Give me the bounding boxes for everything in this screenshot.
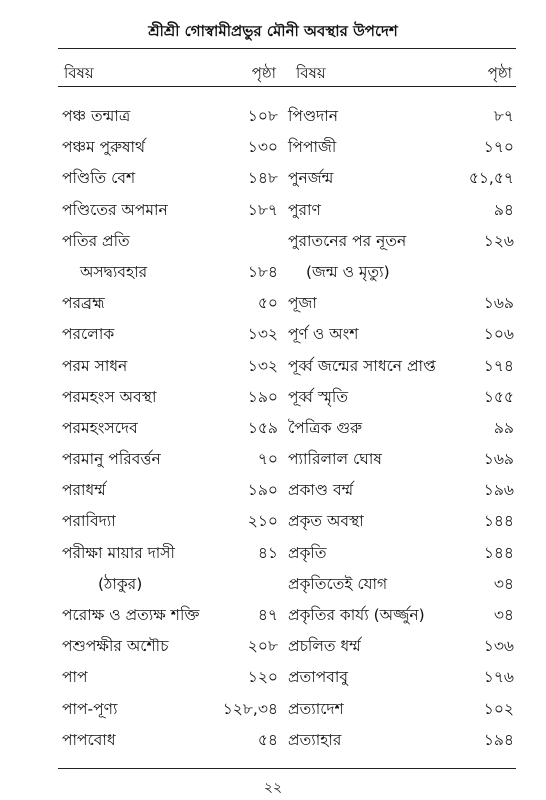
index-entry	[62, 410, 278, 441]
page-title: শ্রীশ্রী গোস্বামীপ্রভুর মৌনী অবস্থার উপদেশ	[148, 22, 398, 40]
index-entry	[62, 628, 278, 659]
entry-page: ৭০	[257, 450, 278, 469]
entry-page: ৪১	[257, 543, 278, 562]
entry-page: ১৩৬	[483, 637, 514, 656]
entry-page: ১৩২	[247, 356, 278, 375]
entry-subject: পঞ্চ তন্মাত্র	[62, 107, 131, 125]
index-entry	[62, 722, 278, 753]
entry-page: ১৯০	[247, 481, 278, 500]
index-entry	[62, 379, 278, 410]
entry-page: ৮৭	[493, 107, 514, 125]
entry-subject: পাপবোধ	[62, 730, 116, 749]
index-entry	[288, 254, 514, 285]
index-entry	[288, 628, 514, 659]
index-entry	[288, 285, 514, 316]
entry-subject: পণ্ডিতের অপমান	[62, 200, 168, 219]
entry-subject: পঞ্চম পুরুষার্থ	[62, 138, 146, 157]
footer-rule	[58, 768, 516, 769]
entry-page: ৩৪	[493, 606, 514, 624]
entry-subject: পূর্ণ ও অংশ	[288, 325, 359, 344]
entry-subject: পুনর্জন্ম	[288, 169, 334, 188]
index-entry	[288, 691, 514, 722]
entry-page: ১৮৭	[247, 200, 278, 219]
entry-page: ১৭৪	[483, 356, 514, 375]
column-header-rule	[58, 86, 516, 87]
entry-page: ১৪৪	[483, 512, 514, 531]
index-entry	[62, 597, 278, 628]
entry-subject: পিপাজী	[288, 138, 337, 157]
entry-subject: পাপ	[62, 668, 88, 687]
page-header: পৃষ্ঠা	[487, 64, 512, 82]
entry-subject: পিণ্ডদান	[288, 107, 338, 125]
entry-page: ৫১,৫৭	[468, 169, 514, 188]
entry-subject: পূর্ব্ব জন্মের সাধনে প্রাপ্ত	[288, 356, 436, 375]
index-entry	[288, 192, 514, 223]
entry-subject: অসদ্ব্যবহার	[80, 262, 148, 281]
index-entry	[62, 192, 278, 223]
entry-page: ১২০	[247, 668, 278, 687]
entry-subject: (জন্ম ও মৃত্যু)	[306, 262, 390, 281]
entry-page: ৯৪	[493, 200, 514, 219]
index-entry	[288, 379, 514, 410]
entry-page: ১৩০	[247, 138, 278, 157]
entry-page: ১৩২	[247, 325, 278, 344]
entry-page: ১২৮,৩৪	[222, 699, 278, 718]
entry-subject: পরোক্ষ ও প্রত্যক্ষ শক্তি	[62, 606, 200, 624]
index-entry	[288, 129, 514, 160]
index-entry	[288, 722, 514, 753]
entry-subject: পরাবিদ্যা	[62, 512, 116, 531]
index-entry	[288, 223, 514, 254]
index-entry	[62, 348, 278, 379]
entry-subject: প্রকৃতির কার্য্য (অর্জ্জুন)	[288, 606, 425, 624]
entry-page: ১৭০	[483, 138, 514, 157]
index-entry	[288, 566, 514, 597]
entry-page: ১৫৯	[247, 418, 278, 437]
entry-subject: পরব্রহ্ম	[62, 294, 105, 313]
entry-page: ১২৬	[483, 231, 514, 250]
entry-page: ১০৬	[483, 325, 514, 344]
entry-page: ৫০	[257, 294, 278, 313]
index-entry	[62, 691, 278, 722]
index-entry	[62, 535, 278, 566]
index-entry	[288, 316, 514, 347]
entry-subject: প্রকৃত অবস্থা	[288, 512, 364, 531]
entry-subject: প্রতাপবাবু	[288, 668, 348, 687]
entry-page: ১৮৪	[247, 262, 278, 281]
index-entry	[288, 348, 514, 379]
index-entry	[288, 410, 514, 441]
entry-subject: পশুপক্ষীর অশৌচ	[62, 637, 169, 656]
entry-subject: প্রকৃতি	[288, 543, 327, 562]
entry-page: ৫৪	[257, 730, 278, 749]
index-entry	[288, 535, 514, 566]
subject-header: বিষয়	[64, 64, 94, 82]
index-entry	[288, 597, 514, 628]
entry-page: ৪৭	[257, 606, 278, 624]
entry-subject: পরীক্ষা মায়ার দাসী	[62, 543, 175, 562]
entry-page: ১৪৮	[247, 169, 278, 188]
index-entry	[62, 160, 278, 191]
index-entry	[62, 223, 278, 254]
index-entry	[62, 129, 278, 160]
index-entry	[62, 254, 278, 285]
entry-subject: প্যারিলাল ঘোষ	[288, 450, 382, 469]
right-index-column	[288, 98, 514, 753]
index-entry	[62, 659, 278, 690]
left-index-column	[62, 98, 278, 753]
entry-page: ১৬৯	[483, 294, 514, 313]
entry-page: ১৫৫	[483, 387, 514, 406]
entry-subject: পৈত্রিক গুরু	[288, 418, 363, 437]
entry-subject: পরাধর্ম্ম	[62, 481, 106, 500]
entry-subject: পরমহংস অবস্থা	[62, 387, 157, 406]
entry-subject: প্রচলিত ধর্ম্ম	[288, 637, 361, 656]
entry-subject: পরমানু পরিবর্ত্তন	[62, 450, 161, 469]
entry-subject: পুরাতনের পর নূতন	[288, 231, 407, 250]
entry-subject: প্রত্যাহার	[288, 730, 342, 749]
index-entry	[288, 441, 514, 472]
index-entry	[62, 566, 278, 597]
entry-page: ৩৪	[493, 574, 514, 593]
entry-subject: পণ্ডিতি বেশ	[62, 169, 136, 188]
index-entry	[288, 503, 514, 534]
entry-subject: (ঠাকুর)	[98, 574, 143, 593]
index-entry	[288, 472, 514, 503]
entry-page: ১০২	[483, 699, 514, 718]
entry-page: ১৯০	[247, 387, 278, 406]
entry-page: ১৬৯	[483, 450, 514, 469]
header-rule	[58, 48, 516, 49]
index-entry	[288, 98, 514, 129]
index-entry	[62, 98, 278, 129]
entry-page: ২১০	[247, 512, 278, 531]
entry-subject: পতির প্রতি	[62, 231, 130, 250]
page-header: পৃষ্ঠা	[251, 64, 276, 82]
entry-page: ১৭৬	[483, 668, 514, 687]
page-number: ২২	[263, 780, 283, 796]
entry-page: ২০৮	[247, 637, 278, 656]
entry-subject: পরলোক	[62, 325, 115, 344]
index-entry	[62, 285, 278, 316]
index-entry	[62, 316, 278, 347]
entry-subject: প্রত্যাদেশ	[288, 699, 344, 718]
entry-subject: পূজা	[288, 294, 317, 313]
entry-subject: প্রকৃতিতেই যোগ	[288, 574, 388, 593]
entry-page: ১৪৪	[483, 543, 514, 562]
index-entry	[62, 441, 278, 472]
entry-subject: পুরাণ	[288, 200, 321, 219]
entry-subject: পাপ-পূণ্য	[62, 699, 118, 718]
index-entry	[288, 659, 514, 690]
entry-subject: প্রকাণ্ড বর্ম্ম	[288, 481, 354, 500]
entry-subject: পূর্ব্ব স্মৃতি	[288, 387, 348, 406]
entry-subject: পরমহংসদেব	[62, 418, 138, 437]
index-entry	[288, 160, 514, 191]
entry-page: ১০৮	[247, 107, 278, 125]
subject-header: বিষয়	[296, 64, 326, 82]
entry-page: ১৯৬	[483, 481, 514, 500]
index-entry	[62, 472, 278, 503]
entry-subject: পরম সাধন	[62, 356, 128, 375]
index-entry	[62, 503, 278, 534]
entry-page: ৯৯	[493, 418, 514, 437]
entry-page: ১৯৪	[483, 730, 514, 749]
